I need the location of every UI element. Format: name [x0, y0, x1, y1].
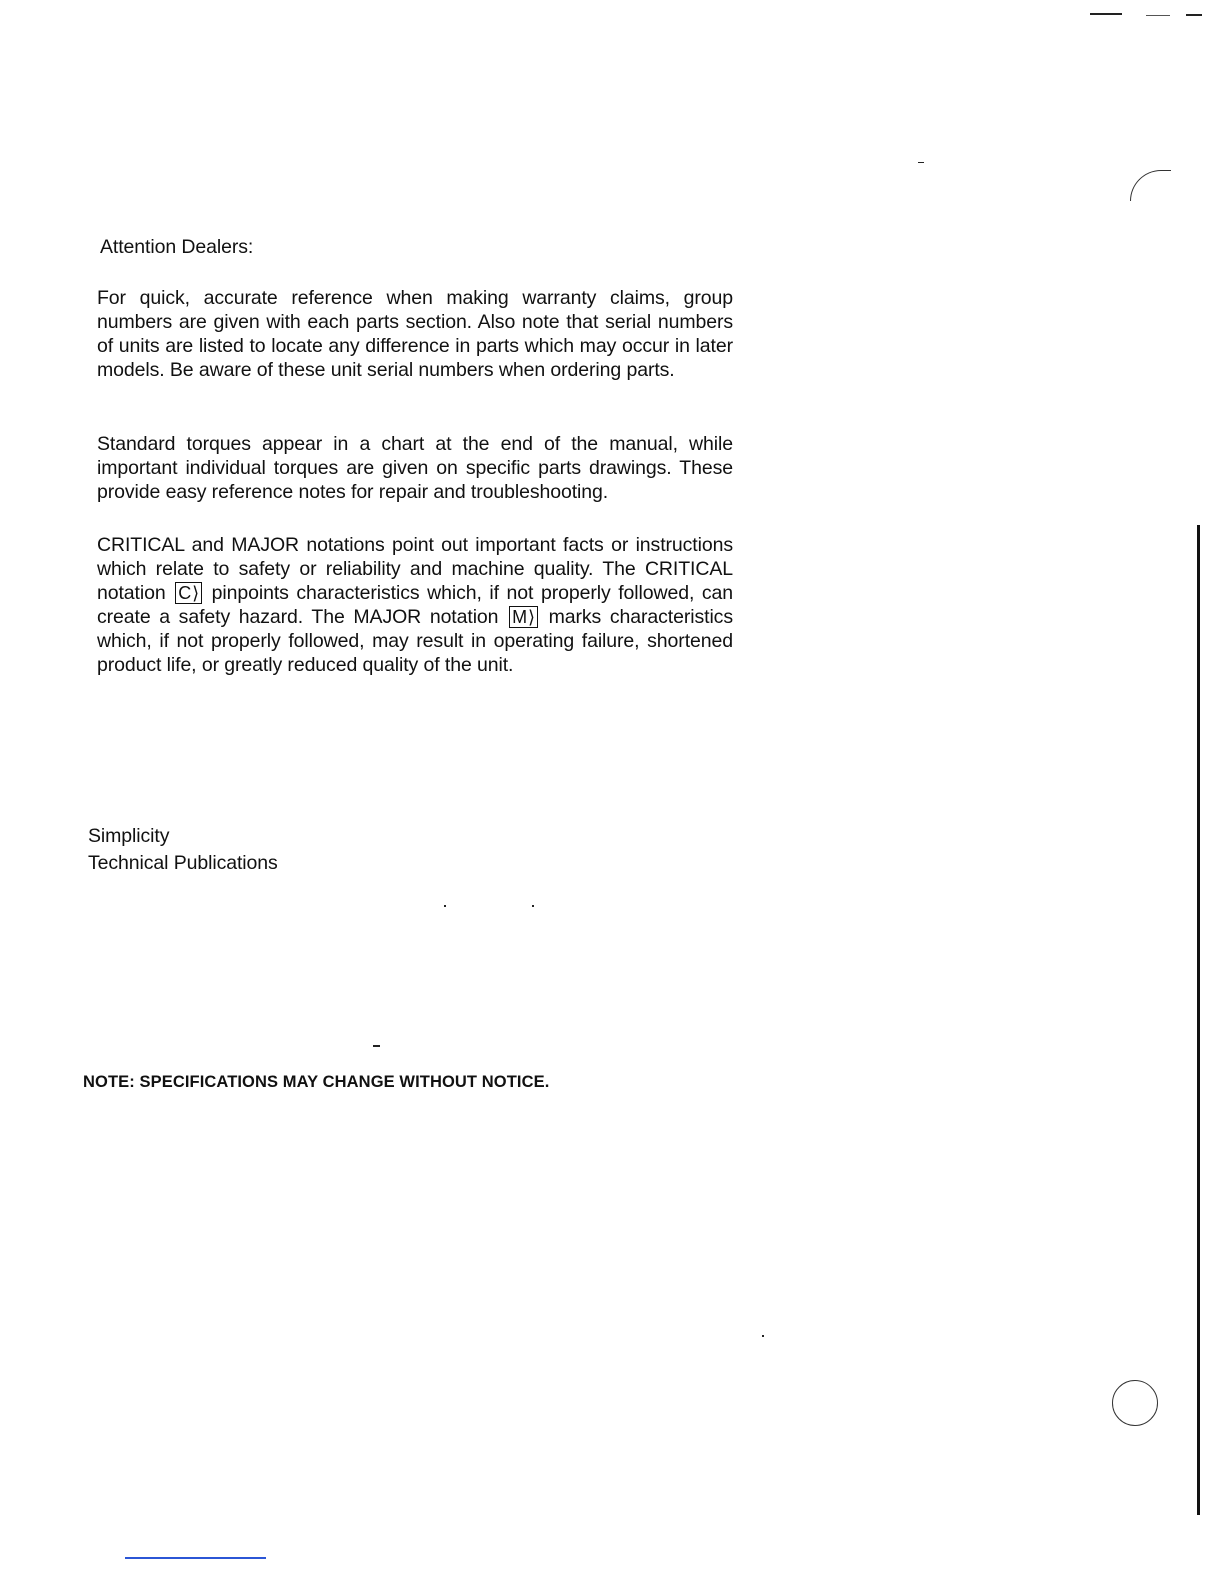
signature-department: Technical Publications: [88, 852, 278, 874]
notations-text-part1: CRITICAL and MAJOR notations point out important facts or instructions which relate to safety or reliability and machine quality. The CRITICAL notation: [97, 534, 733, 604]
binder-arc-top: [1130, 170, 1171, 201]
paragraph-torques-text: Standard torques appear in a chart at the end of the manual, while important individual torques are given on specific parts drawings. These provide easy reference notes for repair and troubleshooting.: [97, 433, 733, 503]
scan-mark-top-1: [1090, 13, 1122, 15]
binder-hole-bottom: [1112, 1380, 1158, 1426]
scan-blue-line: [125, 1557, 266, 1559]
scan-speck-4: [532, 905, 534, 907]
scan-speck-2: [373, 1045, 380, 1047]
critical-notation-icon: C⟩: [175, 582, 202, 604]
scan-mark-top-3: [1186, 14, 1202, 16]
specifications-note: NOTE: SPECIFICATIONS MAY CHANGE WITHOUT NOTICE.: [83, 1073, 550, 1091]
scan-speck-5: [762, 1335, 764, 1337]
major-notation-letter: M: [512, 607, 527, 627]
greeting-heading: Attention Dealers:: [100, 236, 254, 258]
notations-text-part3: marks characteristics which, if not properly followed, may result in operating failure, shortened product life, or greatly reduced quality of the unit.: [97, 606, 733, 676]
signature-block: [88, 823, 278, 877]
scan-speck-3: [444, 905, 446, 907]
paragraph-warranty-text: For quick, accurate reference when making warranty claims, group numbers are given with each parts section. Also note that serial numbers of units are listed to locate any difference in parts which may occur in later models. Be aware of these unit serial numbers when ordering parts.: [97, 287, 733, 381]
paragraph-notations: [97, 533, 733, 677]
critical-notation-letter: C: [178, 583, 192, 603]
paragraph-torques: [97, 432, 733, 504]
signature-company: Simplicity: [88, 825, 170, 847]
scan-speck-1: [918, 162, 924, 163]
scan-edge-line: [1197, 525, 1200, 1515]
paragraph-warranty: [97, 286, 733, 382]
notations-text-part2: pinpoints characteristics which, if not properly followed, can create a safety hazard. The MAJOR notation: [97, 582, 733, 628]
paragraph-notations-text: [97, 533, 733, 677]
scan-mark-top-2: [1146, 15, 1170, 16]
major-notation-icon: M⟩: [509, 606, 538, 628]
